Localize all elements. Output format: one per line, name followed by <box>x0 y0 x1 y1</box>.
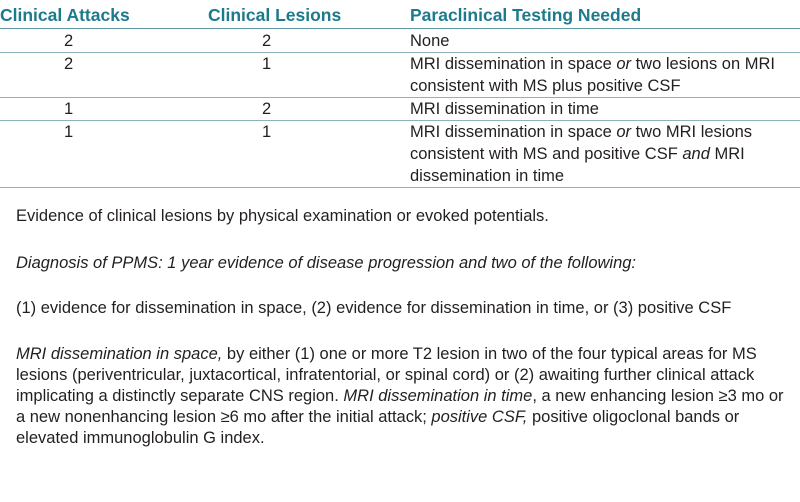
cell-lesions: 1 <box>200 53 400 98</box>
criteria-table <box>0 0 800 188</box>
table-row <box>0 29 800 53</box>
note-evidence: Evidence of clinical lesions by physical examination or evoked potentials. <box>16 207 549 225</box>
cell-text-italic: or <box>616 55 632 73</box>
table-row <box>0 98 800 121</box>
cell-attacks: 2 <box>0 29 200 53</box>
cell-attacks: 1 <box>0 98 200 121</box>
header-clinical-lesions: Clinical Lesions <box>200 0 400 29</box>
header-clinical-attacks: Clinical Attacks <box>0 0 200 29</box>
cell-lesions: 1 <box>200 121 400 188</box>
term-positive-csf: positive CSF, <box>431 408 528 426</box>
cell-text-italic: and <box>682 145 710 163</box>
term-mri-space: MRI dissemination in space, <box>16 345 223 363</box>
cell-attacks: 2 <box>0 53 200 98</box>
cell-lesions: 2 <box>200 29 400 53</box>
term-mri-time: MRI dissemination in time <box>343 387 533 405</box>
definition-text: by either (1) one or more T2 lesion in two of the four typical areas for MS lesions (periventricular, juxtacortical, infratentorial, or spinal cord) or (2) awaiting further clinical attack implicating a distinctly separate CNS region. <box>16 345 757 405</box>
cell-text-part: two MRI lesions consistent with MS and positive CSF <box>410 123 753 163</box>
cell-text-part: MRI dissemination in space <box>410 123 617 141</box>
cell-text-part: two lesions on MRI consistent with MS plus positive CSF <box>410 55 775 95</box>
note-ppms: Diagnosis of PPMS: 1 year evidence of disease progression and two of the following: <box>16 254 637 272</box>
definition-text: , a new enhancing lesion ≥3 mo or a new nonenhancing lesion ≥6 mo after the initial attack; <box>16 387 784 426</box>
definition-text: positive oligoclonal bands or elevated immunoglobulin G index. <box>16 408 740 447</box>
cell-testing: MRI dissemination in time <box>400 98 800 121</box>
note-criteria-list: (1) evidence for dissemination in space, (2) evidence for dissemination in time, or (3) positive CSF <box>16 299 732 317</box>
header-paraclinical-testing: Paraclinical Testing Needed <box>400 0 800 29</box>
cell-testing <box>400 121 800 188</box>
table-header-row <box>0 0 800 29</box>
cell-lesions: 2 <box>200 98 400 121</box>
cell-testing <box>400 53 800 98</box>
cell-testing: None <box>400 29 800 53</box>
cell-attacks: 1 <box>0 121 200 188</box>
cell-text-part: MRI dissemination in time <box>410 145 745 185</box>
cell-text-part: MRI dissemination in space <box>410 55 617 73</box>
table-row <box>0 121 800 188</box>
note-definitions <box>16 344 786 449</box>
table-row <box>0 53 800 98</box>
cell-text-italic: or <box>616 123 632 141</box>
